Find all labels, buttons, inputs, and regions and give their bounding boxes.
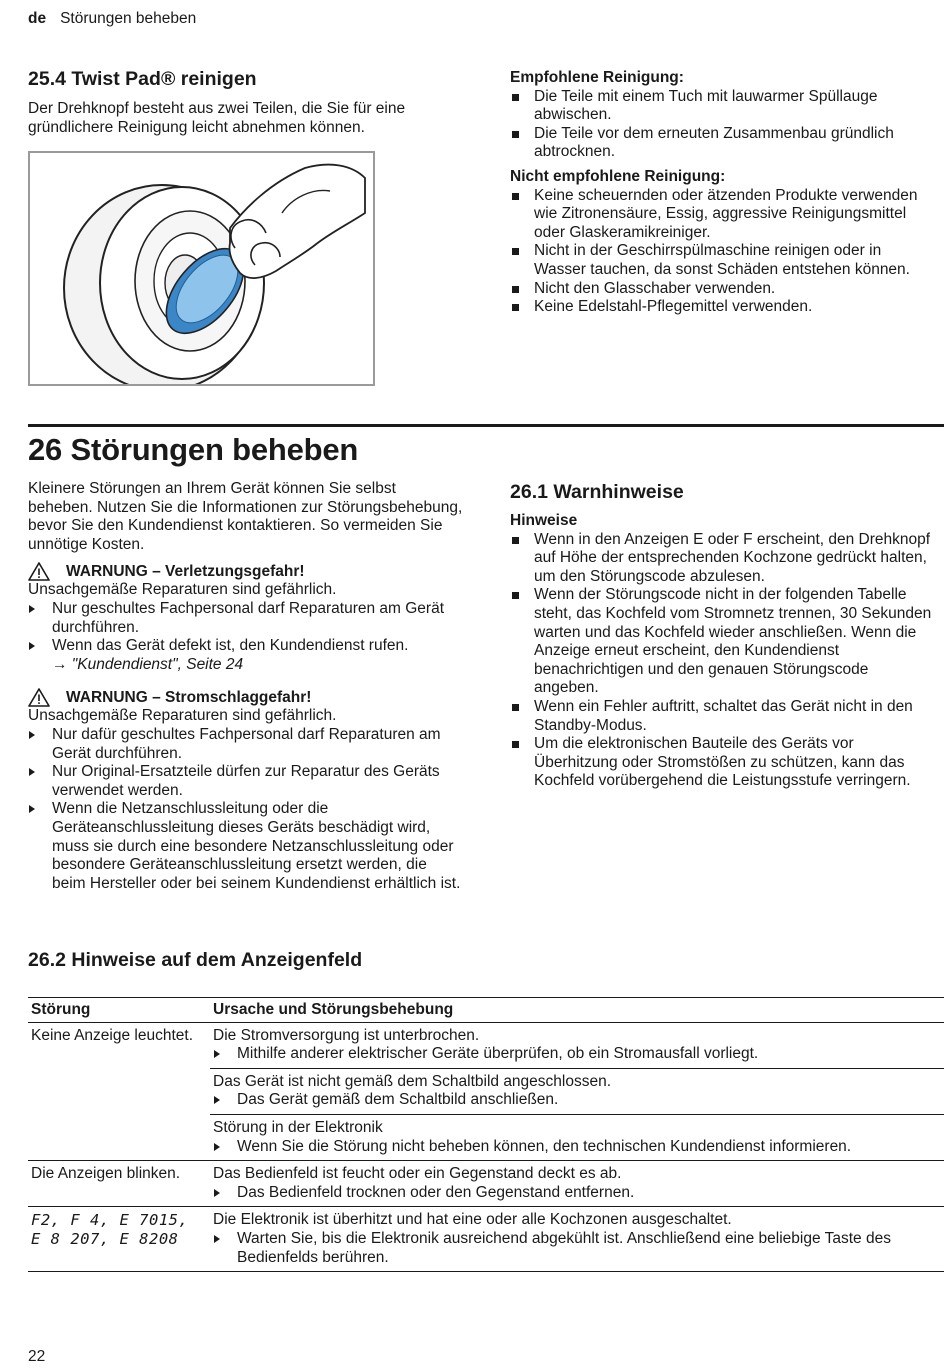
- fix-item: Das Gerät gemäß dem Schaltbild anschließen.: [213, 1091, 941, 1110]
- hints-title: Hinweise: [510, 512, 578, 529]
- hand-removing-knob-image: [30, 153, 373, 384]
- section-25-4-heading: 25.4 Twist Pad® reinigen: [28, 68, 257, 90]
- cause-text: Die Elektronik ist überhitzt und hat eine oder alle Kochzonen ausgeschaltet.: [213, 1211, 732, 1229]
- cause-cell: [210, 1068, 944, 1114]
- chapter-divider: [28, 424, 944, 427]
- warning-injury-list: [28, 600, 464, 656]
- list-item: Die Teile vor dem erneuten Zusammenbau gründlich abtrocknen.: [510, 125, 930, 162]
- section-26-2-heading: 26.2 Hinweise auf dem Anzeigenfeld: [28, 949, 363, 971]
- cross-reference-link[interactable]: → "Kundendienst", Seite 24: [52, 655, 244, 673]
- warning-electric-list: [28, 726, 464, 893]
- fault-cell: Keine Anzeige leuchtet.: [31, 1026, 194, 1044]
- language-code: de: [28, 10, 47, 27]
- twist-pad-illustration: [28, 151, 375, 386]
- cause-cell: [210, 1114, 944, 1160]
- list-item: Nur dafür geschultes Fachpersonal darf Reparaturen am Gerät durchführen.: [28, 726, 464, 763]
- warning-injury-heading: [28, 562, 464, 581]
- table-row: [28, 1207, 944, 1272]
- not-recommended-cleaning-list: [510, 187, 930, 317]
- cause-cell: [210, 1022, 944, 1068]
- not-recommended-cleaning-title: Nicht empfohlene Reinigung:: [510, 167, 726, 185]
- recommended-cleaning-list: [510, 88, 930, 162]
- chapter-26-intro: Kleinere Störungen an Ihrem Gerät können Sie selbst beheben. Nutzen Sie die Informationen zur Störungsbehebung, bevor Sie den Kundendienst kontaktieren. So vermeiden Sie unnötige Kosten.: [28, 480, 463, 553]
- warning-electric-title: WARNUNG – Stromschlaggefahr!: [66, 688, 312, 706]
- list-item: Wenn in den Anzeigen E oder F erscheint, den Drehknopf auf Höhe der entsprechenden Kochzone gedrückt halten, um den Störungscode abzulesen.: [510, 531, 934, 587]
- cause-text: Störung in der Elektronik: [213, 1118, 383, 1136]
- table-row: [28, 1161, 944, 1207]
- cause-text: Die Stromversorgung ist unterbrochen.: [213, 1026, 480, 1044]
- list-item: Keine scheuernden oder ätzenden Produkte verwenden wie Zitronensäure, Essig, aggressive Reinigungsmittel oder Glaskeramikreiniger.: [510, 187, 930, 243]
- running-header: [28, 10, 196, 29]
- cause-cell: [210, 1161, 944, 1207]
- fault-table: [28, 997, 944, 1272]
- warning-injury-title: WARNUNG – Verletzungsgefahr!: [66, 562, 305, 580]
- fault-table-wrapper: [28, 997, 944, 1272]
- table-header-cause: Ursache und Störungsbehebung: [210, 998, 944, 1023]
- section-25-4-intro: Der Drehknopf besteht aus zwei Teilen, die Sie für eine gründlichere Reinigung leicht abnehmen können.: [28, 100, 406, 136]
- fault-code-cell: F2, F 4, E 7015, E 8 207, E 8208: [28, 1207, 210, 1272]
- warning-triangle-icon: [28, 688, 50, 707]
- recommended-cleaning-title: Empfohlene Reinigung:: [510, 69, 684, 86]
- chapter-26-heading: 26 Störungen beheben: [28, 432, 359, 467]
- page-number: 22: [28, 1348, 46, 1365]
- list-item: Nicht den Glasschaber verwenden.: [510, 280, 930, 299]
- table-row: [28, 1022, 944, 1068]
- fix-item: Das Bedienfeld trocknen oder den Gegenstand entfernen.: [213, 1184, 941, 1203]
- fix-item: Warten Sie, bis die Elektronik ausreichend abgekühlt ist. Anschließend eine beliebige Taste des Bedienfelds berühren.: [213, 1230, 941, 1267]
- header-title: Störungen beheben: [60, 10, 197, 27]
- list-item: Wenn der Störungscode nicht in der folgenden Tabelle steht, das Kochfeld vom Stromnetz trennen, 30 Sekunden warten und das Kochfeld wieder anschließen. Wenn die Anzeige erneut erscheint, den Kundendienst benachrichtigen und den genauen Störungscode angeben.: [510, 586, 934, 698]
- list-item: Die Teile mit einem Tuch mit lauwarmer Spüllauge abwischen.: [510, 88, 930, 125]
- cleaning-instructions: [510, 69, 930, 317]
- list-item: Nicht in der Geschirrspülmaschine reinigen oder in Wasser tauchen, da sonst Schäden entstehen können.: [510, 242, 930, 279]
- chapter-26-left-column: [28, 480, 464, 893]
- hints-list: [510, 531, 934, 791]
- warning-triangle-icon: [28, 562, 50, 581]
- section-26-1-heading: 26.1 Warnhinweise: [510, 481, 684, 503]
- list-item: Wenn ein Fehler auftritt, schaltet das Gerät nicht in den Standby-Modus.: [510, 698, 934, 735]
- cause-text: Das Bedienfeld ist feucht oder ein Gegenstand deckt es ab.: [213, 1165, 622, 1183]
- fix-item: Mithilfe anderer elektrischer Geräte überprüfen, ob ein Stromausfall vorliegt.: [213, 1045, 941, 1064]
- list-item: Um die elektronischen Bauteile des Geräts vor Überhitzung oder Stromstößen zu schützen, kann das Kochfeld vorübergehend die Leistungsstufe verringern.: [510, 735, 934, 791]
- section-26-1: [510, 480, 934, 791]
- fault-cell: Die Anzeigen blinken.: [28, 1161, 210, 1207]
- list-item: Nur Original-Ersatzteile dürfen zur Reparatur des Geräts verwendet werden.: [28, 763, 464, 800]
- list-item: Wenn die Netzanschlussleitung oder die Geräteanschlussleitung dieses Geräts beschädigt wird, muss sie durch eine besondere Netzanschlussleitung oder besondere Geräteanschlussleitung ersetzt werden, die beim Hersteller oder bei seinem Kundendienst erhältlich ist.: [28, 800, 464, 893]
- cause-cell: [210, 1207, 944, 1272]
- cause-text: Das Gerät ist nicht gemäß dem Schaltbild angeschlossen.: [213, 1072, 612, 1090]
- list-item: Wenn das Gerät defekt ist, den Kundendienst rufen.: [28, 637, 464, 656]
- warning-electric-text: Unsachgemäße Reparaturen sind gefährlich.: [28, 707, 337, 725]
- list-item: Keine Edelstahl-Pflegemittel verwenden.: [510, 298, 930, 317]
- fix-item: Wenn Sie die Störung nicht beheben können, den technischen Kundendienst informieren.: [213, 1138, 941, 1157]
- table-header-fault: Störung: [28, 998, 210, 1023]
- warning-injury-text: Unsachgemäße Reparaturen sind gefährlich.: [28, 581, 337, 599]
- list-item: Nur geschultes Fachpersonal darf Reparaturen am Gerät durchführen.: [28, 600, 464, 637]
- warning-electric-heading: [28, 688, 464, 707]
